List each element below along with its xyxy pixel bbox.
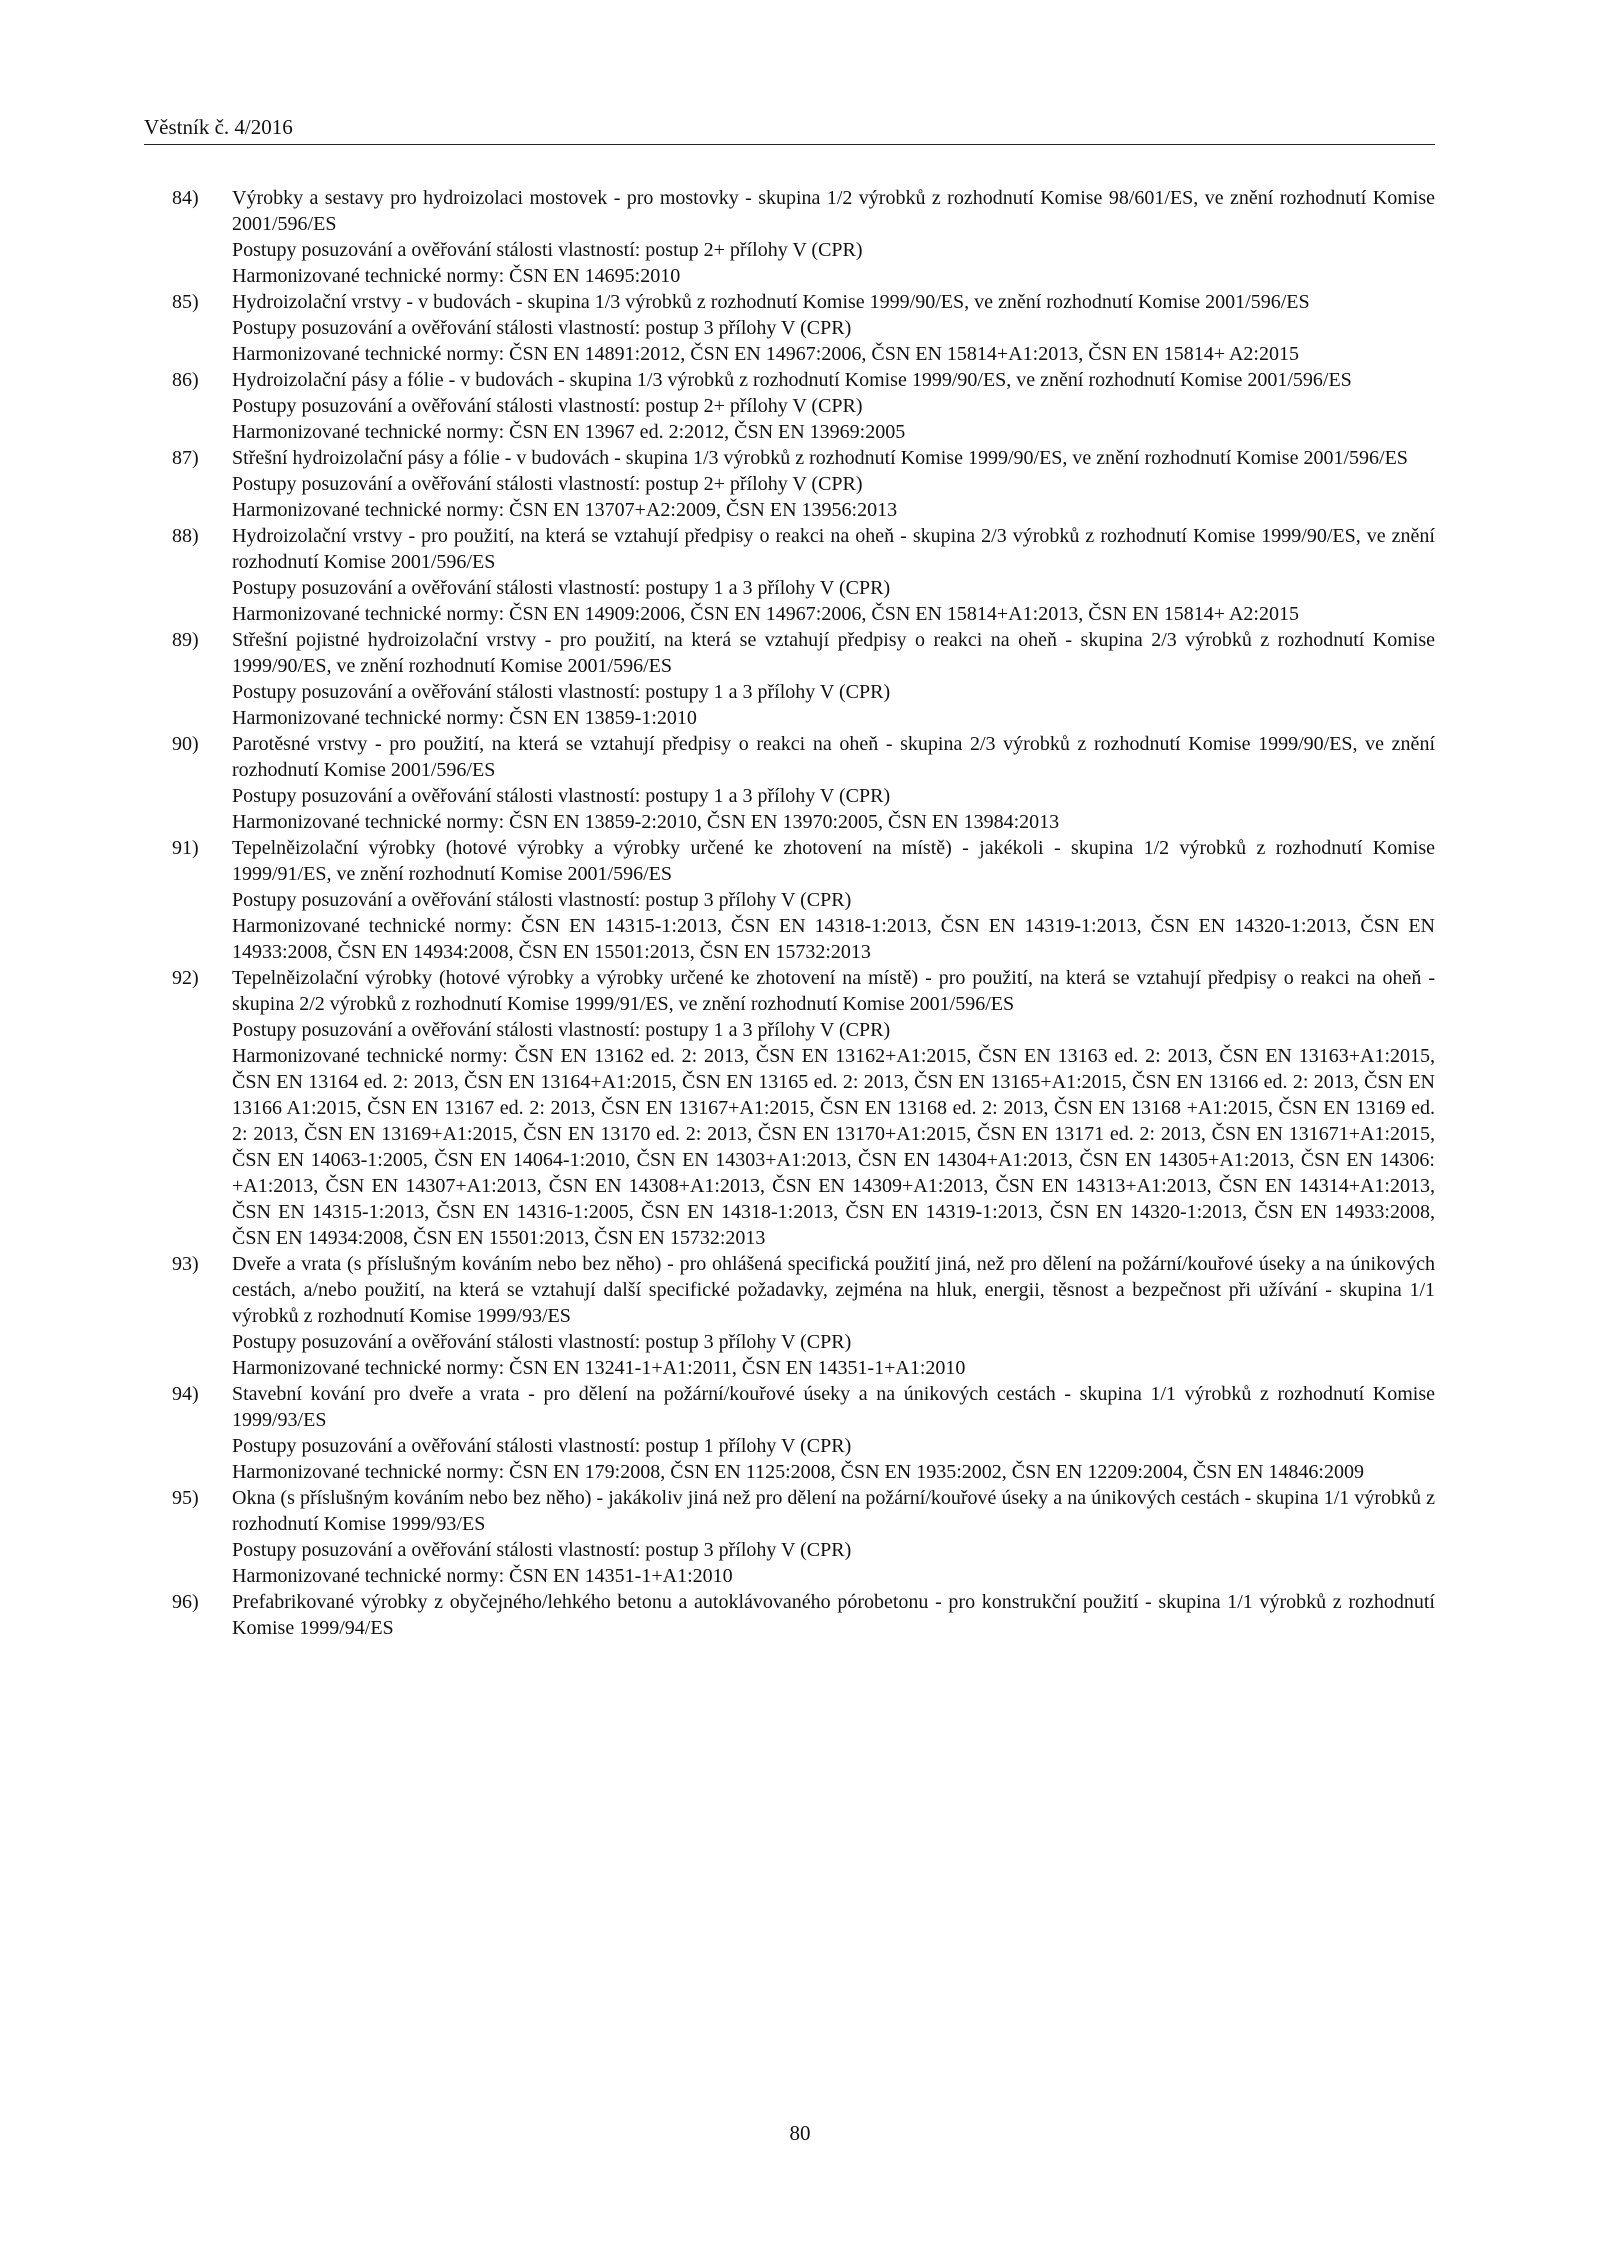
- item-title: Prefabrikované výrobky z obyčejného/lehkého betonu a autoklávovaného pórobetonu - pro konstrukční použití - skupina 1/1 výrobků z rozhodnutí Komise 1999/94/ES: [232, 1591, 1435, 1639]
- item-body: [232, 835, 1435, 965]
- list-item: [172, 835, 1435, 965]
- item-title: Střešní hydroizolační pásy a fólie - v budovách - skupina 1/3 výrobků z rozhodnutí Komise 1999/90/ES, ve znění rozhodnutí Komise 2001/596/ES: [232, 447, 1408, 469]
- item-norms: Harmonizované technické normy: ČSN EN 14315-1:2013, ČSN EN 14318-1:2013, ČSN EN 14319-1:2013, ČSN EN 14320-1:2013, ČSN EN 14933:2008, ČSN EN 14934:2008, ČSN EN 15501:2013, ČSN EN 15732:2013: [232, 915, 1435, 963]
- item-norms: Harmonizované technické normy: ČSN EN 14695:2010: [232, 265, 681, 287]
- item-procedure: Postupy posuzování a ověřování stálosti vlastností: postupy 1 a 3 přílohy V (CPR): [232, 577, 891, 599]
- item-number: 89): [172, 629, 199, 651]
- item-title: Okna (s příslušným kováním nebo bez něho) - jakákoliv jiná než pro dělení na požární/kouřové úseky a na únikových cestách - skupina 1/1 výrobků z rozhodnutí Komise 1999/93/ES: [232, 1487, 1435, 1535]
- list-item: [172, 1381, 1435, 1485]
- item-procedure: Postupy posuzování a ověřování stálosti vlastností: postup 3 přílohy V (CPR): [232, 317, 852, 339]
- item-body: [232, 367, 1435, 445]
- item-body: [232, 523, 1435, 627]
- item-body: [232, 1251, 1435, 1381]
- item-body: [232, 185, 1435, 289]
- item-number: 88): [172, 525, 199, 547]
- item-norms: Harmonizované technické normy: ČSN EN 14891:2012, ČSN EN 14967:2006, ČSN EN 15814+A1:2013, ČSN EN 15814+ A2:2015: [232, 343, 1299, 365]
- item-norms: Harmonizované technické normy: ČSN EN 13859-2:2010, ČSN EN 13970:2005, ČSN EN 13984:2013: [232, 811, 1060, 833]
- item-number: 95): [172, 1487, 199, 1509]
- item-number: 93): [172, 1253, 199, 1275]
- item-body: [232, 1381, 1435, 1485]
- item-procedure: Postupy posuzování a ověřování stálosti vlastností: postup 3 přílohy V (CPR): [232, 889, 852, 911]
- items-list: [172, 185, 1435, 1641]
- item-body: [232, 627, 1435, 731]
- item-procedure: Postupy posuzování a ověřování stálosti vlastností: postup 3 přílohy V (CPR): [232, 1539, 852, 1561]
- list-item: [172, 1589, 1435, 1641]
- item-title: Hydroizolační pásy a fólie - v budovách - skupina 1/3 výrobků z rozhodnutí Komise 1999/90/ES, ve znění rozhodnutí Komise 2001/596/ES: [232, 369, 1352, 391]
- item-title: Parotěsné vrstvy - pro použití, na která se vztahují předpisy o reakci na oheň - skupina 2/3 výrobků z rozhodnutí Komise 1999/90/ES, ve znění rozhodnutí Komise 2001/596/ES: [232, 733, 1435, 781]
- list-item: [172, 185, 1435, 289]
- item-title: Stavební kování pro dveře a vrata - pro dělení na požární/kouřové úseky a na únikových cestách - skupina 1/1 výrobků z rozhodnutí Komise 1999/93/ES: [232, 1383, 1435, 1431]
- item-number: 86): [172, 369, 199, 391]
- item-procedure: Postupy posuzování a ověřování stálosti vlastností: postup 2+ přílohy V (CPR): [232, 395, 863, 417]
- page-header: [144, 112, 1435, 145]
- item-procedure: Postupy posuzování a ověřování stálosti vlastností: postupy 1 a 3 přílohy V (CPR): [232, 785, 891, 807]
- list-item: [172, 445, 1435, 523]
- item-body: [232, 1485, 1435, 1589]
- item-number: 91): [172, 837, 199, 859]
- list-item: [172, 1485, 1435, 1589]
- item-body: [232, 289, 1435, 367]
- journal-title: Věstník č. 4/2016: [144, 115, 293, 139]
- item-title: Výrobky a sestavy pro hydroizolaci mostovek - pro mostovky - skupina 1/2 výrobků z rozhodnutí Komise 98/601/ES, ve znění rozhodnutí Komise 2001/596/ES: [232, 187, 1435, 235]
- list-item: [172, 731, 1435, 835]
- item-norms: Harmonizované technické normy: ČSN EN 13707+A2:2009, ČSN EN 13956:2013: [232, 499, 898, 521]
- item-body: [232, 965, 1435, 1251]
- list-item: [172, 523, 1435, 627]
- item-title: Tepelněizolační výrobky (hotové výrobky a výrobky určené ke zhotovení na místě) - pro použití, na která se vztahují předpisy o reakci na oheň - skupina 2/2 výrobků z rozhodnutí Komise 1999/91/ES, ve znění rozhodnutí Komise 2001/596/ES: [232, 967, 1435, 1015]
- item-title: Hydroizolační vrstvy - pro použití, na která se vztahují předpisy o reakci na oheň - skupina 2/3 výrobků z rozhodnutí Komise 1999/90/ES, ve znění rozhodnutí Komise 2001/596/ES: [232, 525, 1435, 573]
- page-number: 80: [789, 2121, 811, 2145]
- item-number: 87): [172, 447, 199, 469]
- item-norms: Harmonizované technické normy: ČSN EN 14909:2006, ČSN EN 14967:2006, ČSN EN 15814+A1:2013, ČSN EN 15814+ A2:2015: [232, 603, 1299, 625]
- item-body: [232, 731, 1435, 835]
- item-title: Střešní pojistné hydroizolační vrstvy - pro použití, na která se vztahují předpisy o reakci na oheň - skupina 2/3 výrobků z rozhodnutí Komise 1999/90/ES, ve znění rozhodnutí Komise 2001/596/ES: [232, 629, 1435, 677]
- list-item: [172, 367, 1435, 445]
- list-item: [172, 1251, 1435, 1381]
- item-norms: Harmonizované technické normy: ČSN EN 13967 ed. 2:2012, ČSN EN 13969:2005: [232, 421, 906, 443]
- item-procedure: Postupy posuzování a ověřování stálosti vlastností: postupy 1 a 3 přílohy V (CPR): [232, 1019, 891, 1041]
- item-number: 92): [172, 967, 199, 989]
- item-body: [232, 445, 1435, 523]
- item-procedure: Postupy posuzování a ověřování stálosti vlastností: postup 1 přílohy V (CPR): [232, 1435, 852, 1457]
- item-procedure: Postupy posuzování a ověřování stálosti vlastností: postup 3 přílohy V (CPR): [232, 1331, 852, 1353]
- item-norms: Harmonizované technické normy: ČSN EN 13859-1:2010: [232, 707, 697, 729]
- item-norms: Harmonizované technické normy: ČSN EN 179:2008, ČSN EN 1125:2008, ČSN EN 1935:2002, ČSN EN 12209:2004, ČSN EN 14846:2009: [232, 1461, 1364, 1483]
- item-number: 94): [172, 1383, 199, 1405]
- item-number: 84): [172, 187, 199, 209]
- item-title: Dveře a vrata (s příslušným kováním nebo bez něho) - pro ohlášená specifická použití jiná, než pro dělení na požární/kouřové úseky a na únikových cestách, a/nebo použití, na která se vztahují další specifické požadavky, zejména na hluk, energii, těsnost a bezpečnost při užívání - skupina 1/1 výrobků z rozhodnutí Komise 1999/93/ES: [232, 1253, 1435, 1327]
- item-title: Hydroizolační vrstvy - v budovách - skupina 1/3 výrobků z rozhodnutí Komise 1999/90/ES, ve znění rozhodnutí Komise 2001/596/ES: [232, 291, 1310, 313]
- item-number: 90): [172, 733, 199, 755]
- list-item: [172, 965, 1435, 1251]
- item-norms: Harmonizované technické normy: ČSN EN 13241-1+A1:2011, ČSN EN 14351-1+A1:2010: [232, 1357, 966, 1379]
- list-item: [172, 289, 1435, 367]
- item-norms: Harmonizované technické normy: ČSN EN 14351-1+A1:2010: [232, 1565, 733, 1587]
- item-procedure: Postupy posuzování a ověřování stálosti vlastností: postup 2+ přílohy V (CPR): [232, 239, 863, 261]
- item-norms: Harmonizované technické normy: ČSN EN 13162 ed. 2: 2013, ČSN EN 13162+A1:2015, ČSN EN 13163 ed. 2: 2013, ČSN EN 13163+A1:2015, ČSN EN 13164 ed. 2: 2013, ČSN EN 13164+A1:2015, ČSN EN 13165 ed. 2: 2013, ČSN EN 13165+A1:2015, ČSN EN 13166 ed. 2: 2013, ČSN EN 13166 A1:2015, ČSN EN 13167 ed. 2: 2013, ČSN EN 13167+A1:2015, ČSN EN 13168 ed. 2: 2013, ČSN EN 13168 +A1:2015, ČSN EN 13169 ed. 2: 2013, ČSN EN 13169+A1:2015, ČSN EN 13170 ed. 2: 2013, ČSN EN 13170+A1:2015, ČSN EN 13171 ed. 2: 2013, ČSN EN 131671+A1:2015, ČSN EN 14063-1:2005, ČSN EN 14064-1:2010, ČSN EN 14303+A1:2013, ČSN EN 14304+A1:2013, ČSN EN 14305+A1:2013, ČSN EN 14306: +A1:2013, ČSN EN 14307+A1:2013, ČSN EN 14308+A1:2013, ČSN EN 14309+A1:2013, ČSN EN 14313+A1:2013, ČSN EN 14314+A1:2013, ČSN EN 14315-1:2013, ČSN EN 14316-1:2005, ČSN EN 14318-1:2013, ČSN EN 14319-1:2013, ČSN EN 14320-1:2013, ČSN EN 14933:2008, ČSN EN 14934:2008, ČSN EN 15501:2013, ČSN EN 15732:2013: [232, 1045, 1435, 1249]
- item-number: 85): [172, 291, 199, 313]
- list-item: [172, 627, 1435, 731]
- item-body: [232, 1589, 1435, 1641]
- item-procedure: Postupy posuzování a ověřování stálosti vlastností: postupy 1 a 3 přílohy V (CPR): [232, 681, 891, 703]
- item-title: Tepelněizolační výrobky (hotové výrobky a výrobky určené ke zhotovení na místě) - jakékoli - skupina 1/2 výrobků z rozhodnutí Komise 1999/91/ES, ve znění rozhodnutí Komise 2001/596/ES: [232, 837, 1435, 885]
- item-procedure: Postupy posuzování a ověřování stálosti vlastností: postup 2+ přílohy V (CPR): [232, 473, 863, 495]
- item-number: 96): [172, 1591, 199, 1613]
